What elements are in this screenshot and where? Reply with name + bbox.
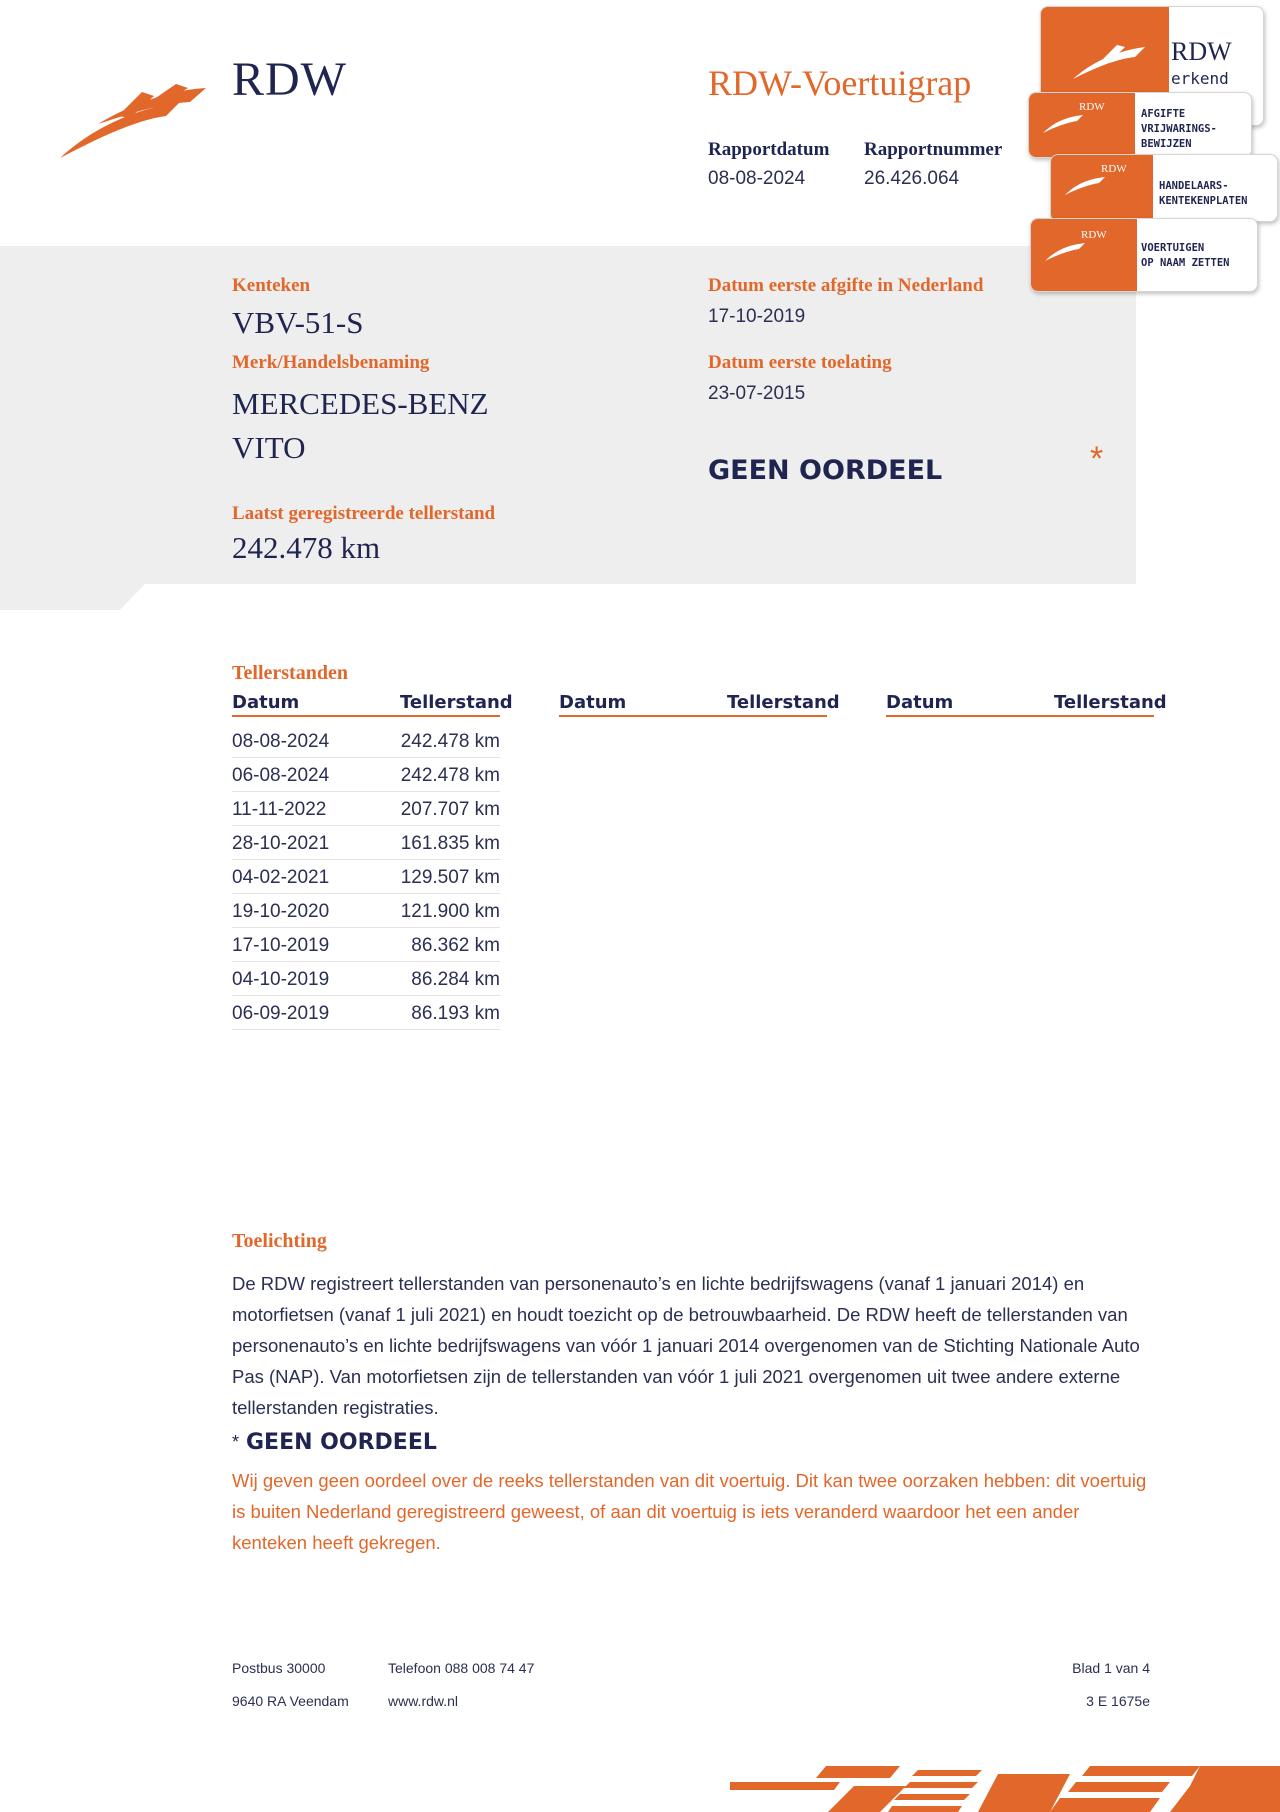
badge-tab-text: RDW (1081, 229, 1107, 241)
row-reading: 86.362 km (411, 935, 500, 956)
col-header-date: Datum (886, 692, 954, 713)
brand-name: RDW (232, 53, 347, 106)
col-header-reading: Tellerstand (400, 692, 513, 713)
row-date: 04-10-2019 (232, 969, 330, 990)
table-row (232, 825, 500, 860)
verdict-note-title: GEEN OORDEEL (246, 1430, 437, 1455)
header-underline (232, 715, 500, 717)
badge-op-naam-zetten (1030, 218, 1258, 292)
badge-vrijwaringsbewijzen (1028, 92, 1252, 158)
badge-handelaarskentekenplaten (1050, 154, 1278, 222)
footer-page: Blad 1 van 4 (1072, 1660, 1150, 1676)
odometer-value: 242.478 km (232, 530, 381, 565)
row-reading: 86.284 km (411, 969, 500, 990)
table-row (232, 723, 500, 758)
table-row (232, 893, 500, 928)
badge-tab-text: RDW (1101, 163, 1127, 175)
col-header-reading: Tellerstand (727, 692, 840, 713)
row-date: 06-08-2024 (232, 765, 330, 786)
badge-text: VOERTUIGEN OP NAAM ZETTEN (1141, 242, 1230, 269)
row-date: 04-02-2021 (232, 867, 330, 888)
badge-text: HANDELAARS- KENTEKENPLATEN (1159, 180, 1248, 207)
make-line-2: VITO (232, 430, 306, 465)
footer-city: 9640 RA Veendam (232, 1693, 349, 1709)
row-reading: 242.478 km (400, 731, 500, 752)
row-reading: 242.478 km (400, 765, 500, 786)
rdw-logo-icon (58, 80, 208, 162)
footer-postbus: Postbus 30000 (232, 1660, 326, 1676)
badge-sub: erkend (1171, 69, 1229, 88)
report-date-label: Rapportdatum (708, 139, 830, 160)
col-header-date: Datum (232, 692, 300, 713)
row-date: 11-11-2022 (232, 799, 327, 820)
report-number-label: Rapportnummer (864, 139, 1003, 160)
table-row (232, 791, 500, 826)
plate-value: VBV-51-S (232, 305, 364, 340)
plate-label: Kenteken (232, 275, 311, 296)
explanation-title: Toelichting (232, 1230, 327, 1252)
verdict-note-text: Wij geven geen oordeel over de reeks tellerstanden van dit voertuig. Dit kan twee oorzaken hebben: dit voertuig is buiten Nederland geregistreerd geweest, of aan dit voertuig is iets veranderd waardoor het een ander kenteken heeft gekregen. (232, 1470, 1147, 1553)
row-reading: 161.835 km (400, 833, 500, 854)
row-reading: 207.707 km (400, 799, 500, 820)
row-date: 08-08-2024 (232, 731, 330, 752)
col-header-date: Datum (559, 692, 627, 713)
footer-code: 3 E 1675e (1086, 1693, 1150, 1709)
table-row (232, 961, 500, 996)
table-row (232, 995, 500, 1030)
footer-web[interactable]: www.rdw.nl (388, 1693, 459, 1709)
table-row (232, 859, 500, 894)
row-reading: 121.900 km (400, 901, 500, 922)
verdict-asterisk: * (1090, 440, 1104, 478)
explanation-text: De RDW registreert tellerstanden van personenauto’s en lichte bedrijfswagens (vanaf 1 januari 2014) en motorfietsen (vanaf 1 juli 2021) en houdt toezicht op de betrouwbaarheid. De RDW heeft de tellerstanden van personenauto’s en lichte bedrijfswagens van vóór 1 januari 2014 overgenomen van de Stichting Nationale Auto Pas (NAP). Van motorfietsen zijn de tellerstanden van vóór 1 juli 2021 overgenomen uit twee andere externe tellerstanden registraties. (232, 1273, 1140, 1418)
badge-tab-text: RDW (1079, 101, 1105, 113)
odometer-section-title: Tellerstanden (232, 662, 348, 684)
first-admission-value: 23-07-2015 (708, 383, 806, 404)
report-number: 26.426.064 (864, 168, 960, 189)
header-underline (559, 715, 827, 717)
first-nl-label: Datum eerste afgifte in Nederland (708, 275, 984, 296)
panel-notch (0, 584, 145, 610)
odometer-label: Laatst geregistreerde tellerstand (232, 503, 496, 524)
row-date: 28-10-2021 (232, 833, 330, 854)
make-label: Merk/Handelsbenaming (232, 352, 430, 373)
badge-text: AFGIFTE VRIJWARINGS- BEWIJZEN (1141, 108, 1217, 150)
footer-phone: Telefoon 088 008 74 47 (388, 1660, 535, 1676)
verdict: GEEN OORDEEL (708, 455, 943, 486)
table-row (232, 757, 500, 792)
col-header-reading: Tellerstand (1054, 692, 1167, 713)
table-row (232, 927, 500, 962)
first-admission-label: Datum eerste toelating (708, 352, 892, 373)
row-date: 06-09-2019 (232, 1003, 330, 1024)
first-nl-value: 17-10-2019 (708, 306, 806, 327)
header-underline (886, 715, 1154, 717)
make-line-1: MERCEDES-BENZ (232, 386, 489, 421)
row-date: 19-10-2020 (232, 901, 330, 922)
row-date: 17-10-2019 (232, 935, 330, 956)
report-date: 08-08-2024 (708, 168, 806, 189)
badge-brand: RDW (1171, 37, 1232, 66)
feather-icon (1071, 37, 1151, 81)
row-reading: 129.507 km (400, 867, 500, 888)
row-reading: 86.193 km (411, 1003, 500, 1024)
verdict-note-asterisk: * (232, 1432, 240, 1452)
footer-stripes-icon (730, 1752, 1280, 1812)
report-title: RDW-Voertuigrap (708, 63, 972, 103)
